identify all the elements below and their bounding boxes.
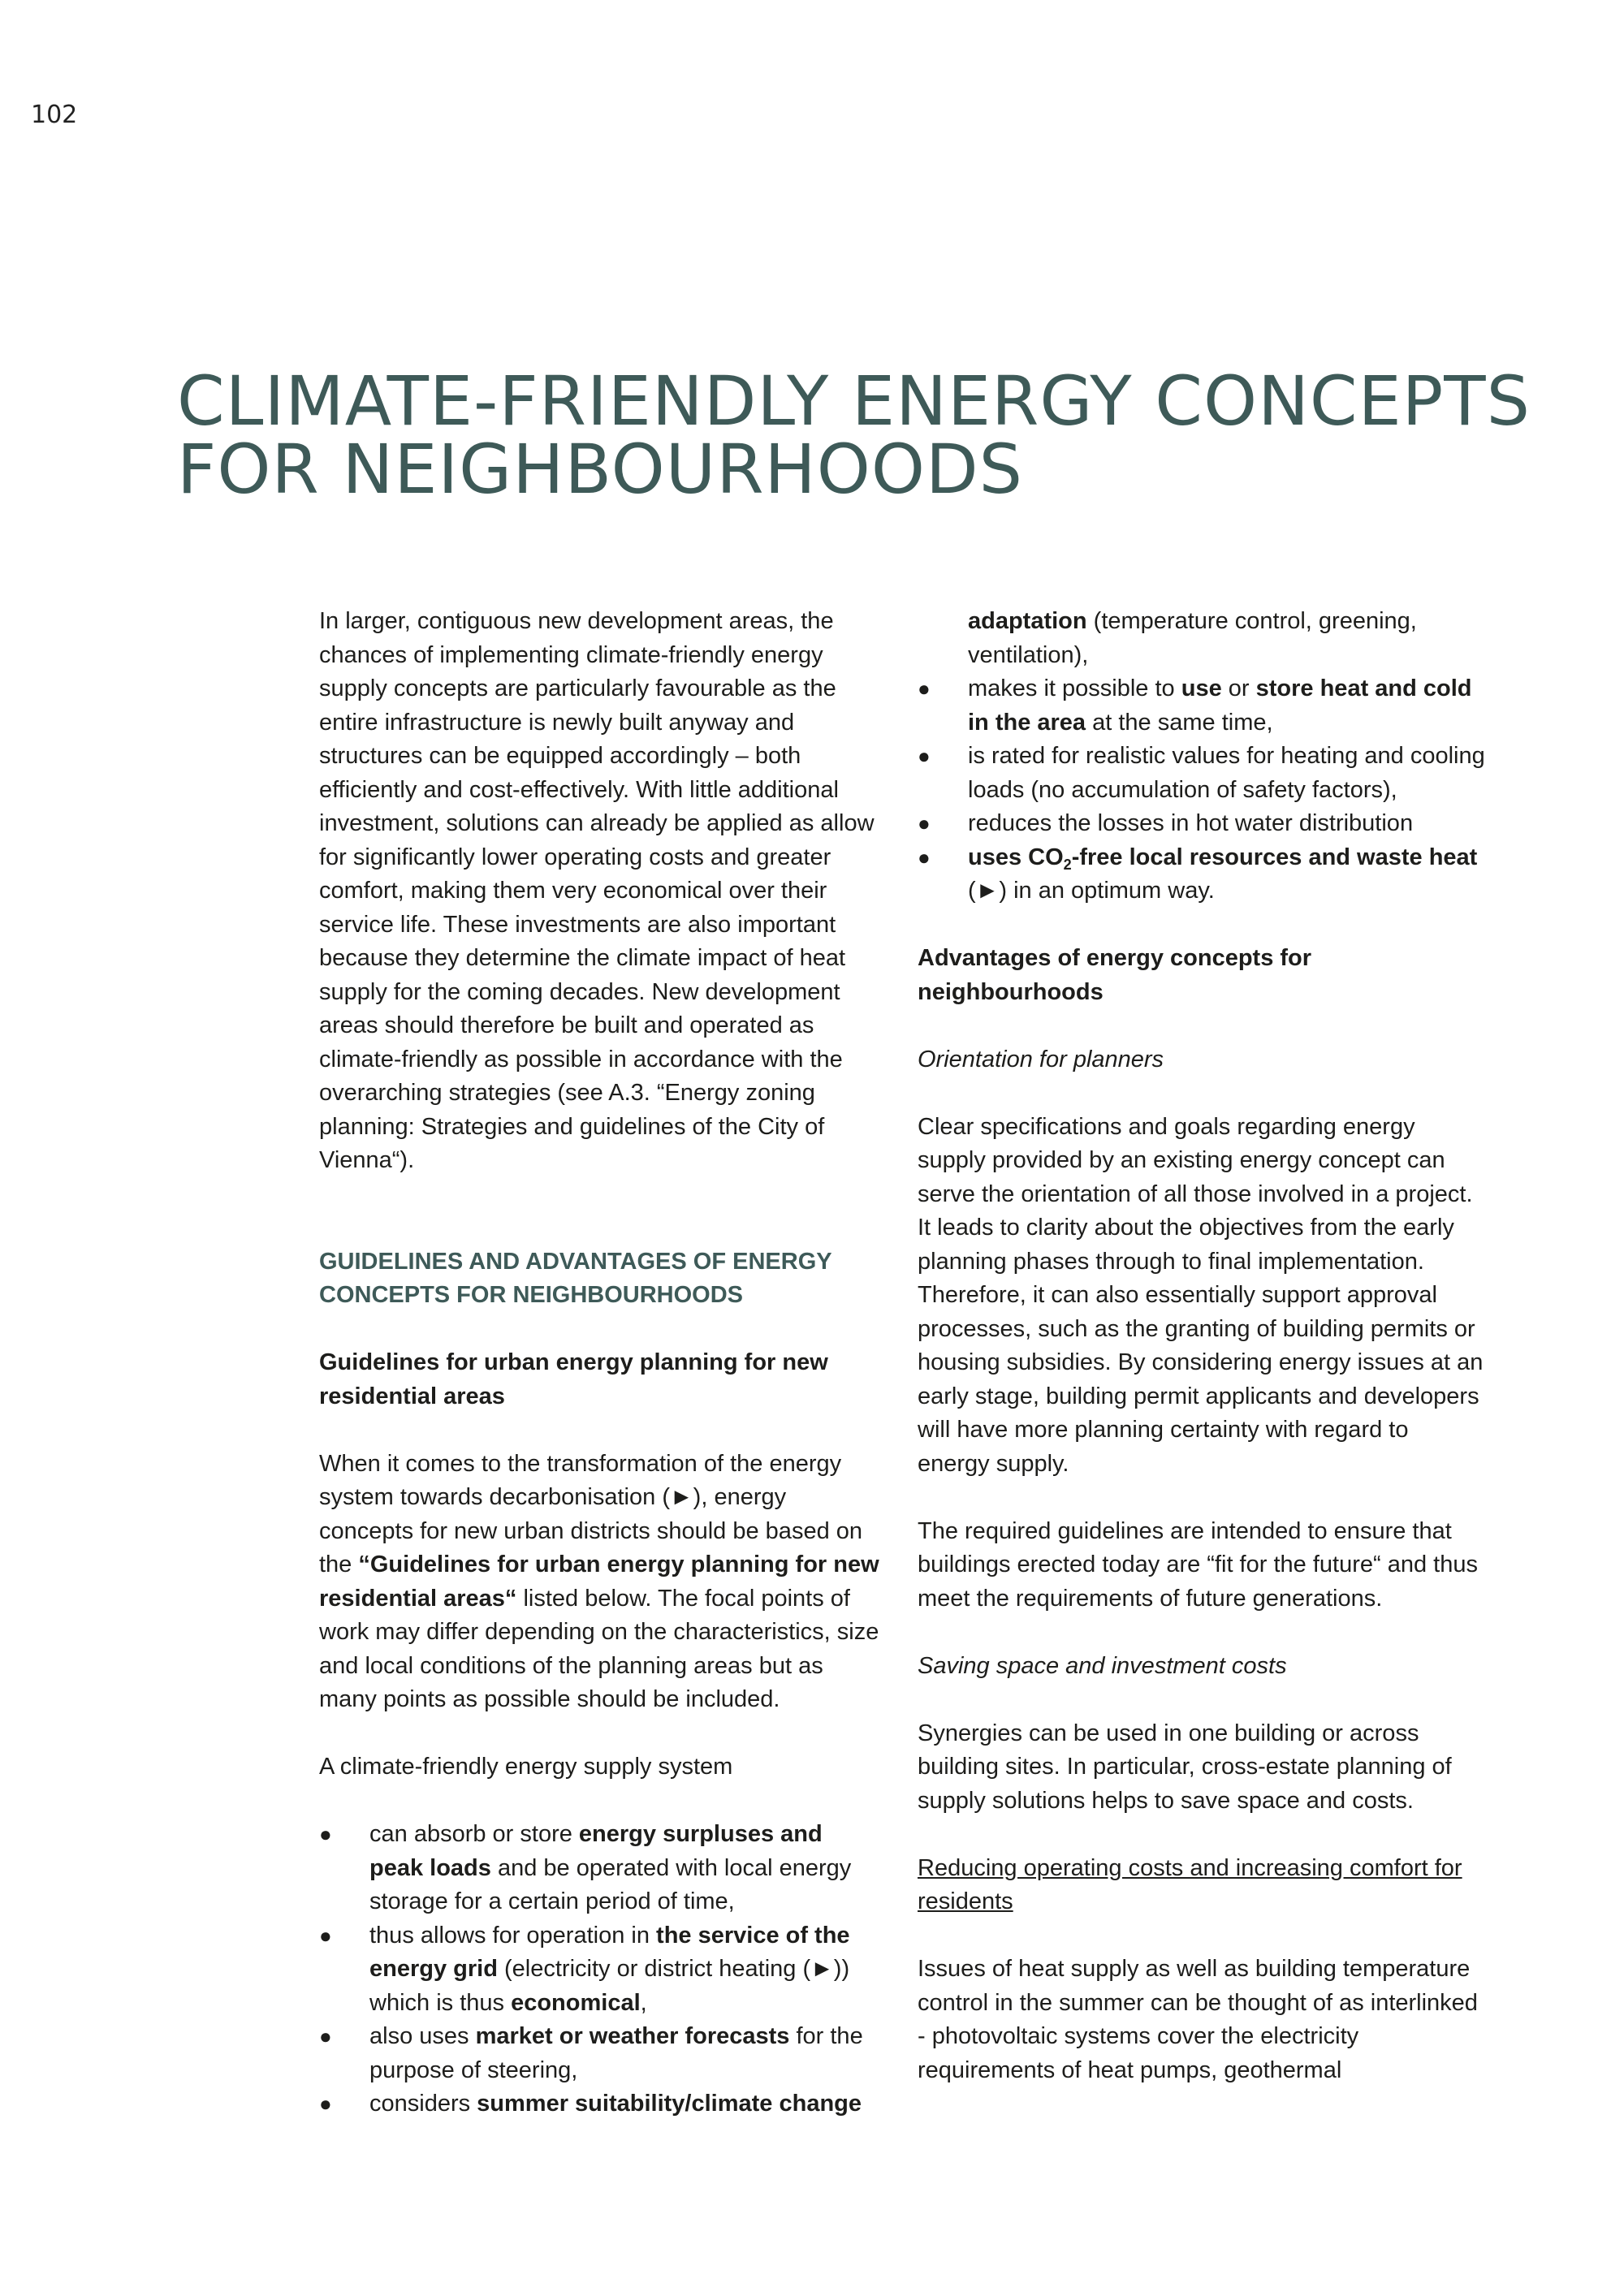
system-lead: A climate-friendly energy supply system (319, 1754, 733, 1780)
guidelines-text-a: When it comes to the transformation of the energy system towards decarbonisation (►), energy concepts for new urban districts should be based on the (319, 1450, 863, 1577)
page-number: 102 (31, 101, 78, 129)
right-bullet-list (918, 672, 1486, 908)
bullet-icon: ● (918, 744, 931, 768)
list-text: (►) in an optimum way. (968, 878, 1215, 904)
list-text-bold: energy surpluses and peak loads (369, 1821, 823, 1881)
page-title-line-2: FOR NEIGHBOURHOODS (177, 429, 1023, 509)
list-text-bold: store heat and cold in the area (968, 675, 1472, 736)
reducing-heading: Reducing operating costs and increasing comfort for residents (918, 1854, 1462, 1914)
orientation-heading: Orientation for planners (918, 1046, 1164, 1072)
right-column (918, 605, 1486, 2087)
list-text-bold: summer suitability/climate change (477, 2091, 862, 2117)
list-text: (electricity or district heating (►)) which is thus (369, 1956, 850, 2016)
list-text: considers (369, 2091, 477, 2117)
list-text-bold: -free local resources and waste heat (1071, 844, 1478, 870)
page-title (177, 361, 1531, 509)
guidelines-text-c: listed below. The focal points of work may differ depending on the characteristics, size and local conditions of the planning areas but as many points as possible should be included. (319, 1585, 879, 1712)
list-text-bold: economical (511, 1989, 641, 2016)
fit-future-paragraph: The required guidelines are intended to ensure that buildings erected today are “fit for the future“ and thus meet the requirements of future generations. (918, 1517, 1478, 1612)
list-text: at the same time, (1086, 709, 1273, 736)
bullet-continuation (918, 605, 1486, 672)
subscript-2: 2 (1063, 856, 1072, 873)
orientation-paragraph: Clear specifications and goals regarding energy supply provided by an existing energy concept can serve the orientation of all those involved in a project. It leads to clarity about the objectives from the early planning phases through to final implementation. Therefore, it can also essentially support approval processes, such as the granting of building permits or housing subsidies. By considering energy issues at an early stage, building permit applicants and developers will have more planning certainty with regard to energy supply. (918, 1113, 1484, 1477)
guidelines-text-bold: “Guidelines for urban energy planning for new residential areas“ (319, 1552, 879, 1612)
list-text-bold: market or weather forecasts (475, 2023, 790, 2049)
bullet-icon: ● (319, 1822, 332, 1846)
list-text: (temperature control, greening, ventilation), (968, 608, 1417, 668)
bullet-icon: ● (319, 2024, 332, 2048)
list-item (319, 2087, 879, 2121)
sub-heading-guidelines: Guidelines for urban energy planning for new residential areas (319, 1349, 828, 1409)
reducing-paragraph: Issues of heat supply as well as building temperature control in the summer can be thought of as interlinked - photovoltaic systems cover the electricity requirements of heat pumps, geothermal (918, 1956, 1478, 2083)
list-item (918, 740, 1486, 807)
list-item (918, 672, 1486, 740)
list-text-bold: the service of the energy grid (369, 1922, 850, 1982)
list-text: is rated for realistic values for heating and cooling loads (no accumulation of safety factors), (968, 743, 1485, 803)
bullet-icon: ● (918, 844, 931, 870)
bullet-icon: ● (319, 1923, 332, 1948)
list-item (918, 841, 1486, 908)
intro-paragraph: In larger, contiguous new development areas, the chances of implementing climate-friendly energy supply concepts are particularly favourable as the entire infrastructure is newly built anyway and structures can be equipped accordingly – both efficiently and cost-effectively. With little additional investment, solutions can already be applied as allow for significantly lower operating costs and greater comfort, making them very economical over their service life. These investments are also important because they determine the climate impact of heat supply for the coming decades. New development areas should therefore be built and operated as climate-friendly as possible in accordance with the overarching strategies (see A.3. “Energy zoning planning: Strategies and guidelines of the City of Vienna“). (319, 608, 875, 1173)
bullet-icon: ● (918, 811, 931, 835)
page-title-line-1: CLIMATE-FRIENDLY ENERGY CONCEPTS (177, 361, 1531, 441)
saving-paragraph: Synergies can be used in one building or across building sites. In particular, cross-estate planning of supply solutions helps to save space and costs. (918, 1720, 1452, 1814)
list-item (319, 2020, 879, 2087)
list-text: or (1221, 675, 1256, 701)
bullet-icon: ● (918, 676, 931, 701)
list-item (319, 1818, 879, 1919)
list-text: for the purpose of steering, (369, 2023, 863, 2083)
list-text-bold: adaptation (968, 608, 1087, 634)
left-column (319, 605, 879, 2121)
advantages-heading: Advantages of energy concepts for neighbourhoods (918, 945, 1312, 1005)
list-text: also uses (369, 2023, 476, 2049)
list-item (918, 807, 1486, 841)
list-item (319, 1919, 879, 2021)
left-bullet-list (319, 1818, 879, 2121)
list-text-bold: use (1181, 675, 1222, 701)
guidelines-paragraph (319, 1448, 879, 1717)
list-text: thus allows for operation in (369, 1922, 657, 1949)
saving-heading: Saving space and investment costs (918, 1652, 1287, 1679)
list-text: can absorb or store (369, 1821, 579, 1847)
list-text: makes it possible to (968, 675, 1181, 701)
list-text: reduces the losses in hot water distribution (968, 810, 1414, 836)
bullet-icon: ● (319, 2091, 332, 2116)
section-heading: GUIDELINES AND ADVANTAGES OF ENERGY CONCEPTS FOR NEIGHBOURHOODS (319, 1248, 832, 1308)
list-text: , (640, 1989, 647, 2016)
list-text: and be operated with local energy storage for a certain period of time, (369, 1854, 852, 1914)
list-text-bold: uses CO (968, 844, 1064, 870)
